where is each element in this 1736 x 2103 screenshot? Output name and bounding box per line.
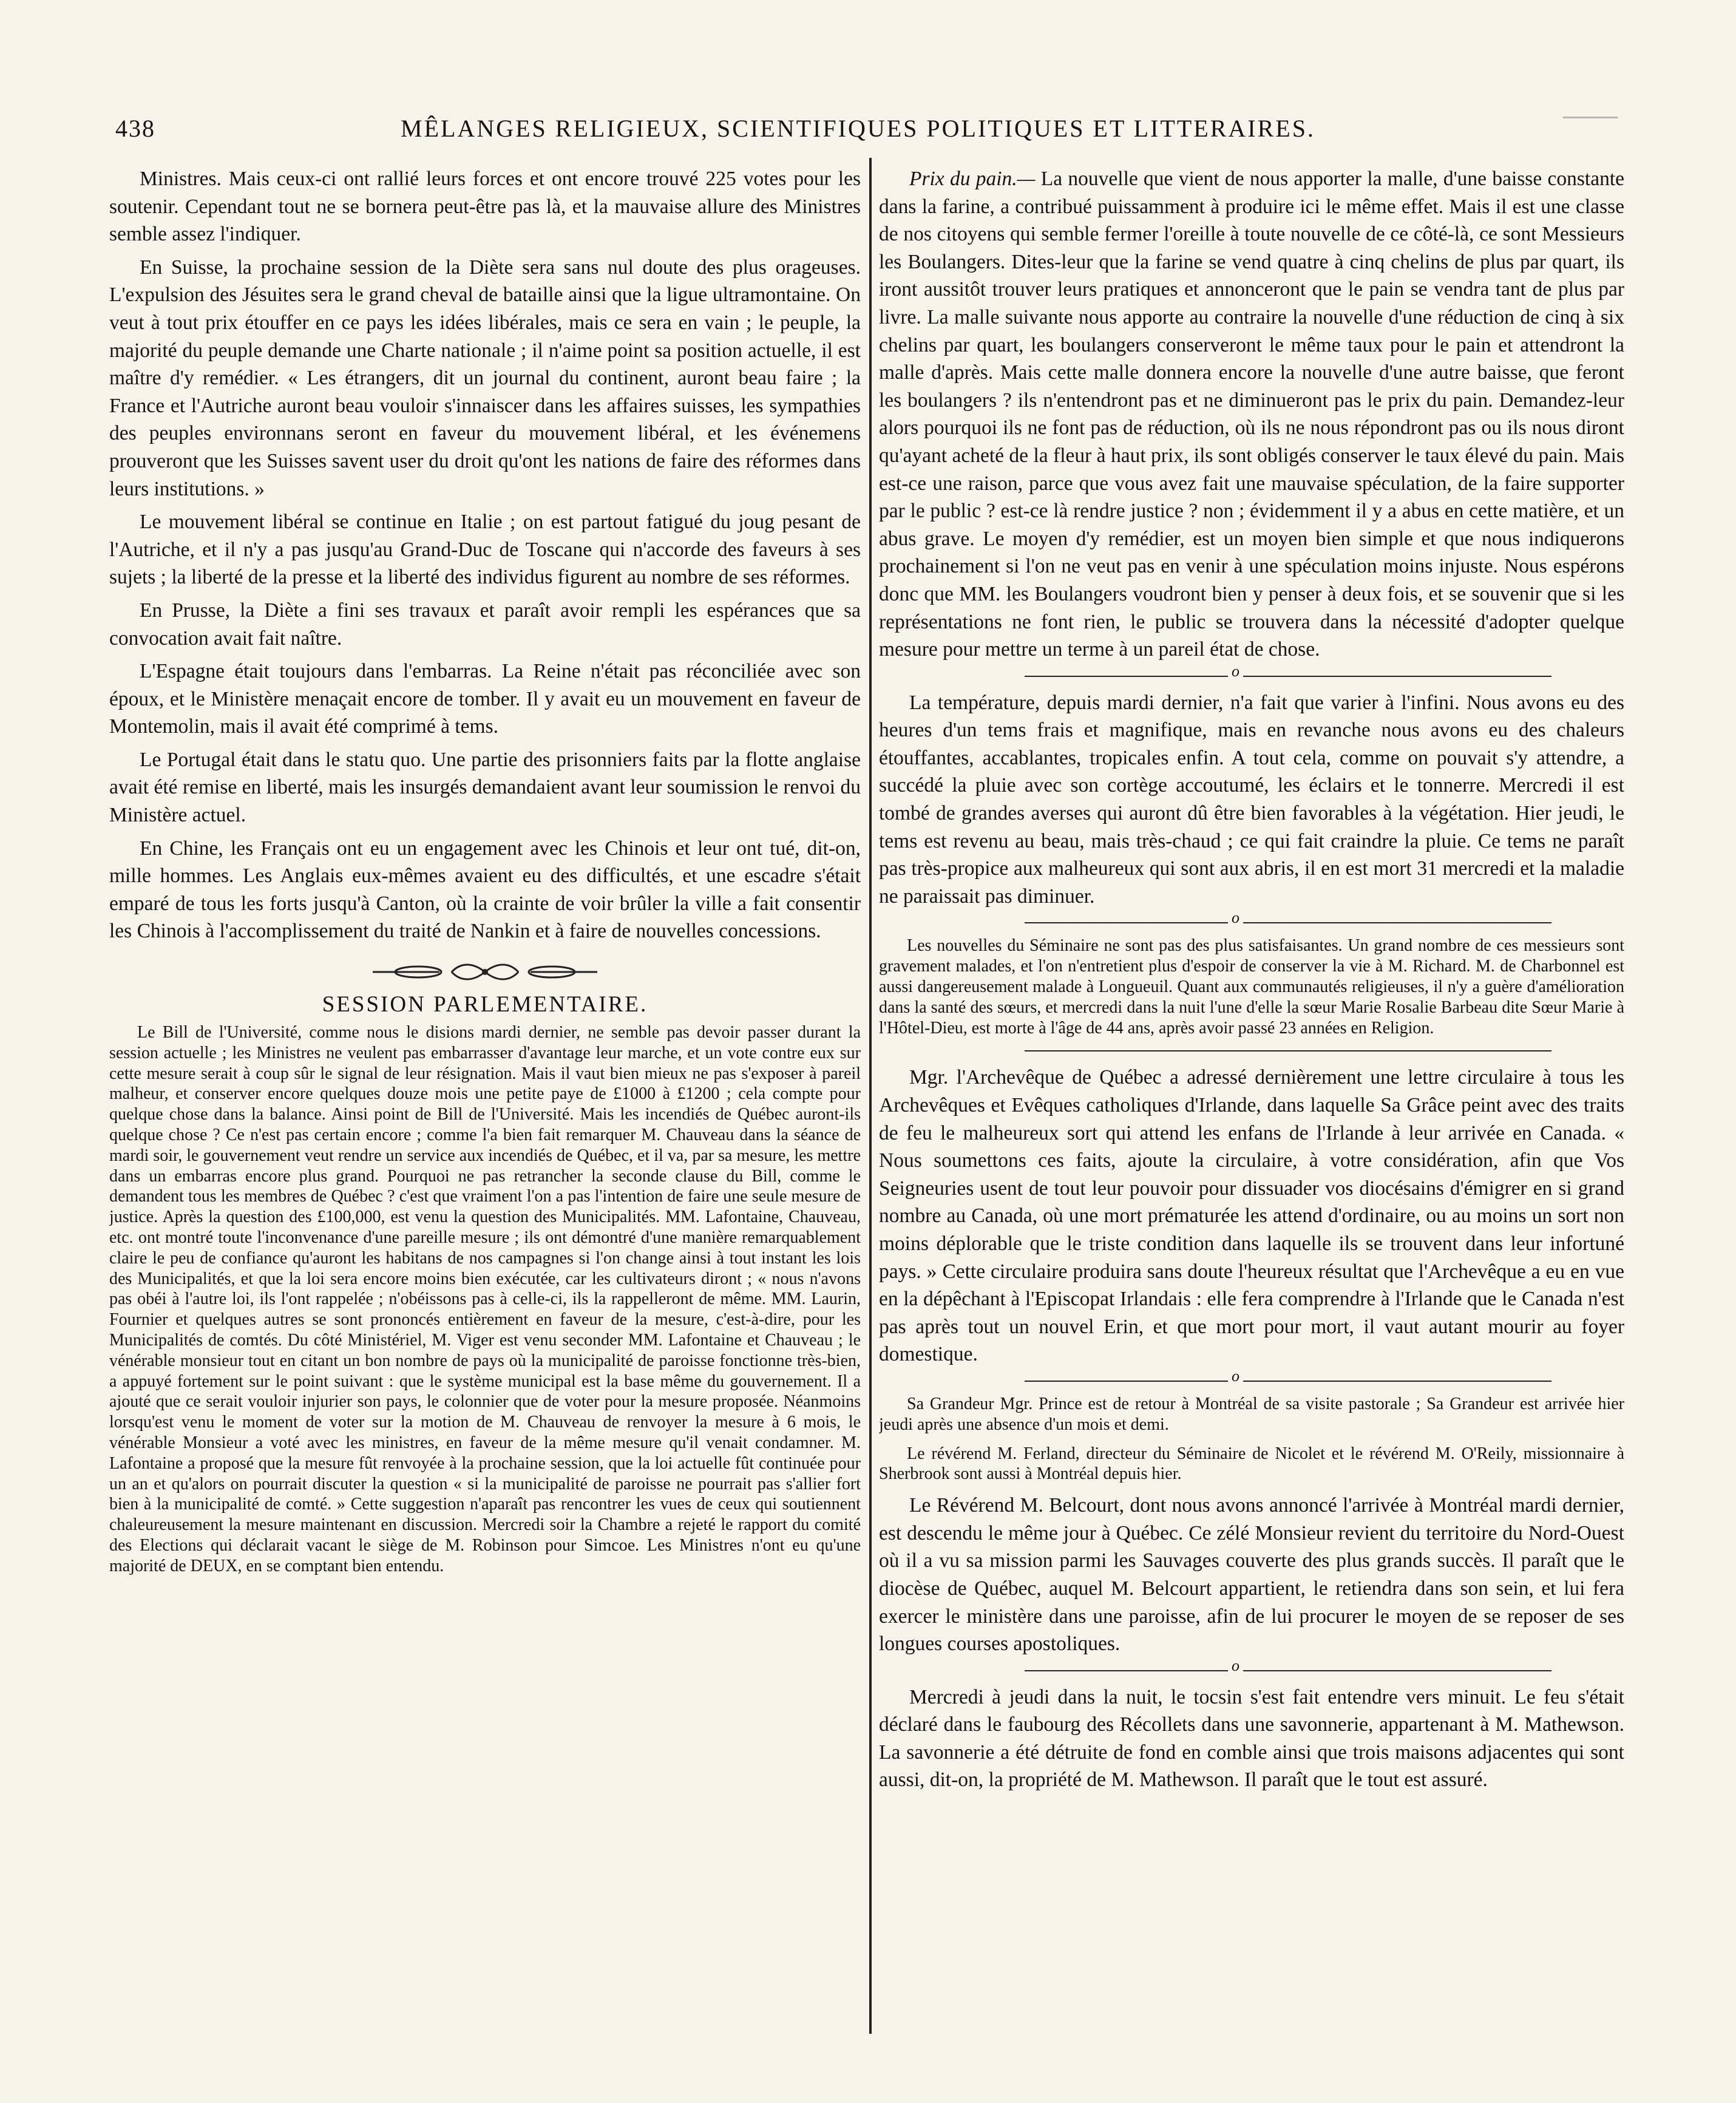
session-article <box>109 1022 861 1577</box>
article-fire: Mercredi à jeudi dans la nuit, le tocsin s'est fait entendre vers minuit. Le feu s'était déclaré dans le faubourg des Récollets dans une savonnerie, appartenant à M. Mathewson. La savonnerie a été détruite de fond en comble ainsi que trois maisons adjacentes qui sont aussi, dit-on, la propriété de M. Mathewson. Il paraît que le tout est assuré. <box>879 1685 1624 1792</box>
article-prussia: En Prusse, la Diète a fini ses travaux et paraît avoir rempli les espérances que sa convocation avait fait naître. <box>109 599 861 650</box>
left-column <box>109 165 861 2035</box>
separator-mark: o <box>1228 1367 1243 1385</box>
right-column <box>879 165 1624 2035</box>
clergy-notes <box>879 1394 1624 1484</box>
article-seminary: Les nouvelles du Séminaire ne sont pas des plus satisfaisantes. Un grand nombre de ces messieurs sont gravement malades, et l'on n'entretient plus d'espoir de conserver la vie à M. Richard. M. de Charbonnel est aussi dangereusement malade à Longueuil. Quant aux communautés religieuses, il n'y a guère d'amélioration dans la santé des sœurs, et mercredi dans la nuit l'une d'elle la sœur Marie Rosalie Barbeau dite Sœur Marie à l'Hôtel-Dieu, est morte à l'âge de 44 ans, après avoir passé 23 années en Religion. <box>879 936 1624 1038</box>
article-bread-text: La nouvelle que vient de nous apporter la malle, d'une baisse constante dans la farine, a contribué puissamment à produire ici le même effet. Mais il est une classe de nos citoyens qui semble fermer l'oreille à toute nouvelle de ce côté-là, ce sont Messieurs les Boulangers. Dites-leur que la farine se vend quatre à cinq chelins de plus par quart, ils iront aussitôt trouver leurs pratiques et annonceront que le pain se vendra tant de plus par livre. La malle suivante nous apporte au contraire la nouvelle d'une réduction de cinq à six chelins par quart, les boulangers conserveront le même taux pour le pain et attendront la malle d'après. Mais cette malle donnera encore la nouvelle d'une autre baisse, que feront les boulangers ? ils n'entendront pas et ne diminueront pas le prix du pain. Demandez-leur alors pourquoi ils ne font pas de réduction, où ils ne nous répondront pas ou ils nous diront qu'ayant acheté de la fleur à haut prix, ils sont obligés conserver le taux élevé du pain. Mais est-ce une raison, parce que vous avez fait une mauvaise spéculation, de la faire supporter par le public ? est-ce là rendre justice ? non ; évidemment il y a abus en cette matière, et un abus grave. Le moyen d'y remédier, est un moyen bien simple et que nous indiquerons prochainement si l'on ne veut pas en venir à une spéculation moins injuste. Nous espérons donc que MM. les Boulangers voudront bien y penser à deux fois, et se souvenir que si les représentations ne font rien, le public se trouvera dans la nécessité d'adopter quelque mesure pour mettre un terme à un pareil état de chose. <box>879 168 1624 661</box>
article-ministers-continued: Ministres. Mais ceux-ci ont rallié leurs forces et ont encore trouvé 225 votes pour les soutenir. Cependant tout ne se bornera peut-être pas là, et la mauvaise allure des Ministres semble assez l'indiquer. <box>109 168 861 246</box>
article-archbishop: Mgr. l'Archevêque de Québec a adressé dernièrement une lettre circulaire à tous les Archevêques et Evêques catholiques d'Irlande, dans laquelle Sa Grâce peint avec des traits de feu le malheureux sort qui attend les enfans de l'Irlande à leur arrivée en Canada. « Nous soumettons ces faits, ajoute la circulaire, à votre considération, afin que Vos Seigneuries usent de tout leur pouvoir pour dissuader vos diocésains d'émigrer en si grand nombre au Canada, où une mort prématurée les attend d'ordinaire, ou au moins un sort non moins déplorable que le triste condition dans laquelle ils se trouvent dans leur infortuné pays. » Cette circulaire produira sans doute l'heureux résultat que l'Archevêque a eu en vue en la dépêchant à l'Episcopat Irlandais : elle fera comprendre à l'Irlande que le Canada n'est pas après tout un nouvel Erin, et que mort pour mort, il vaut autant mourir au foyer domestique. <box>879 1066 1624 1366</box>
separator-mark: o <box>1228 909 1243 927</box>
article-bread-label: Prix du pain.— <box>909 168 1036 190</box>
article-session-body: Le Bill de l'Université, comme nous le disions mardi dernier, ne semble pas devoir passer durant la session actuelle ; les Ministres ne veulent pas embarrasser d'avantage leur marche, et un vote contre eux sur cette mesure serait à coup sûr le signal de leur résignation. Mais il vaut bien mieux ne pas s'exposer à pareil malheur, et conserver encore quelques douze mois une petite paye de £1000 à £1200 ; cela compte pour quelque chose dans la balance. Ainsi point de Bill de l'Université. Mais les incendiés de Québec auront-ils quelque chose ? Ce n'est pas certain encore ; comme l'a bien fait remarquer M. Chauveau dans la séance de mardi soir, le gouvernement veut rendre un service aux incendiés de Québec, et il va, par sa mesure, les mettre dans un embarras encore plus grand. Pourquoi ne pas retrancher la seconde clause du Bill, comme le demandent tous les membres de Québec ? c'est que vraiment l'on a pas l'intention de faire une seule mesure de justice. Après la question des £100,000, est venu la question des Municipalités. MM. Lafontaine, Chauveau, etc. ont montré toute l'inconvenance d'une pareille mesure ; ils ont démontré d'une manière remarquablement claire le peu de confiance qu'auront les habitans de nos campagnes si l'on change ainsi à tout instant les lois des Municipalités, et que la loi sera encore moins bien exécutée, car les cultivateurs diront ; « nous n'avons pas obéi à l'autre loi, ils l'ont rappelée ; n'obéissons pas à celle-ci, ils la rappelleront de même. MM. Laurin, Fournier et quelques autres se sont prononcés entièrement en faveur de la mesure, c'est-à-dire, pour les Municipalités de comtés. Du côté Ministériel, M. Viger est venu seconder MM. Lafontaine et Chauveau ; le vénérable monsieur tout en citant un bon nombre de pays où la municipalité de paroisse fonctionne très-bien, a appuyé fortement sur le point suivant : que le système municipal est la base même du gouvernement. Il a ajouté que ce serait vouloir injurier son pays, le colonnier que de voter pour la mesure proposée. Néanmoins lorsqu'est venu le moment de voter sur la motion de M. Chauveau de renvoyer la mesure à 6 mois, le vénérable Monsieur a voté avec les ministres, en faveur de la même mesure qu'il venait condamner. M. Lafontaine a proposé que la mesure fût renvoyée à la prochaine session, que la loi actuelle fût continuée pour un an et qu'alors on pourrait discuter la question « si la municipalité de paroisse ne pourrait pas s'allier fort bien à la municipalité de comté. » Cette suggestion n'aparaît pas rencontrer les vues de ceux qui soutiennent chaleureusement la mesure maintenant en discussion. Mercredi soir la Chambre a rejeté le rapport du comité des Elections qui déclarait vacant le siège de M. Robinson pour Simcoe. Les Ministres n'ont eu qu'une majorité de DEUX, en se comptant bien entendu. <box>109 1023 861 1575</box>
separator <box>879 1656 1624 1680</box>
separator <box>879 1041 1624 1060</box>
article-bread-price <box>879 165 1624 664</box>
separator <box>879 909 1624 932</box>
article-china: En Chine, les Français ont eu un engagement avec les Chinois et leur ont tué, dit-on, mille hommes. Les Anglais eux-mêmes avaient eu des difficultés, et une escadre s'était emparé de tous les forts jusqu'à Canton, où la crainte de voir brûler la ville a fait consentir les Chinois à l'accomplissement du traité de Nankin et à faire de nouvelles concessions. <box>109 837 861 943</box>
article-spain: L'Espagne était toujours dans l'embarras. La Reine n'était pas réconciliée avec son époux, et le Ministère menaçait encore de tomber. Il y avait eu un mouvement en faveur de Montemolin, mais il avait été comprimé à tems. <box>109 660 861 738</box>
article-switzerland: En Suisse, la prochaine session de la Diète sera sans nul doute des plus orageuses. L'expulsion des Jésuites sera le grand cheval de bataille ainsi que la ligue ultramontaine. On veut à tout prix étouffer en ce pays les idées libérales, mais ce sera en vain ; le peuple, la majorité du peuple demande une Charte nationale ; il n'aime point sa position actuelle, il est maître d'y remédier. « Les étrangers, dit un journal du continent, auront beau faire ; la France et l'Autriche auront beau vouloir s'innaiscer dans les affaires suisses, les sympathies des peuples environnans seront en faveur du mouvement libéral, et les événemens prouveront que les Suisses savent user du droit qu'ont les nations de faire des réformes dans leurs institutions. » <box>109 256 861 500</box>
section-heading: SESSION PARLEMENTAIRE. <box>322 992 648 1018</box>
separator <box>879 1367 1624 1390</box>
article-belcourt: Le Révérend M. Belcourt, dont nous avons annoncé l'arrivée à Montréal mardi dernier, est descendu le même jour à Québec. Ce zélé Monsieur revient du territoire du Nord-Ouest où il a vu sa mission parmi les Sauvages couverte des plus grands succès. Il paraît que le diocèse de Québec, auquel M. Belcourt appartient, le retiendra dans son sein, et lui fera exercer le ministère dans une paroisse, afin de lui procurer le moyen de se reposer de ses longues courses apostoliques. <box>879 1494 1624 1656</box>
page-number: 438 <box>115 115 155 142</box>
running-head <box>115 114 1615 151</box>
seminary-article <box>879 936 1624 1038</box>
article-portugal: Le Portugal était dans le statu quo. Une partie des prisonniers faits par la flotte anglaise avait été remise en liberté, mais les insurgés demandaient avant leur soumission le renvoi du Ministère actuel. <box>109 748 861 827</box>
article-italy: Le mouvement libéral se continue en Italie ; on est partout fatigué du joug pesant de l'Autriche, et il n'y a pas jusqu'au Grand-Duc de Toscane qui n'accorde des faveurs à ses sujets ; la liberté de la presse et la liberté des individus figurent au nombre de ses réformes. <box>109 511 861 589</box>
separator-mark: o <box>1228 662 1243 681</box>
article-prince: Sa Grandeur Mgr. Prince est de retour à Montréal de sa visite pastorale ; Sa Grandeur est arrivée hier jeudi après une absence d'un mois et demi. <box>879 1394 1624 1434</box>
separator-mark: o <box>1228 1657 1243 1675</box>
ink-mark <box>1563 117 1618 128</box>
separator <box>879 662 1624 685</box>
article-ferland: Le révérend M. Ferland, directeur du Séminaire de Nicolet et le révérend M. O'Reily, missionnaire à Sherbrook sont aussi à Montréal depuis hier. <box>879 1444 1624 1484</box>
decorative-ornament <box>367 959 603 985</box>
article-weather: La température, depuis mardi dernier, n'a fait que varier à l'infini. Nous avons eu des heures d'un tems frais et magnifique, mais en revanche nous avons eu des chaleurs étouffantes, accablantes, tropicales enfin. A tout cela, comme on pouvait s'y attendre, a succédé la pluie avec son cortège accoutumé, les éclairs et le tonnerre. Mercredi il est tombé de grandes averses qui auront dû être bien favorables à la végétation. Hier jeudi, le tems est revenu au beau, mais très-chaud ; ce qui fait craindre la pluie. Ce tems ne paraît pas très-propice aux malheureux qui sont aux abris, il en est mort 31 mercredi et la maladie ne paraissait pas diminuer. <box>879 691 1624 908</box>
column-rule <box>869 158 872 2034</box>
journal-title: MÊLANGES RELIGIEUX, SCIENTIFIQUES POLITIQUES ET LITTERAIRES. <box>401 115 1315 142</box>
